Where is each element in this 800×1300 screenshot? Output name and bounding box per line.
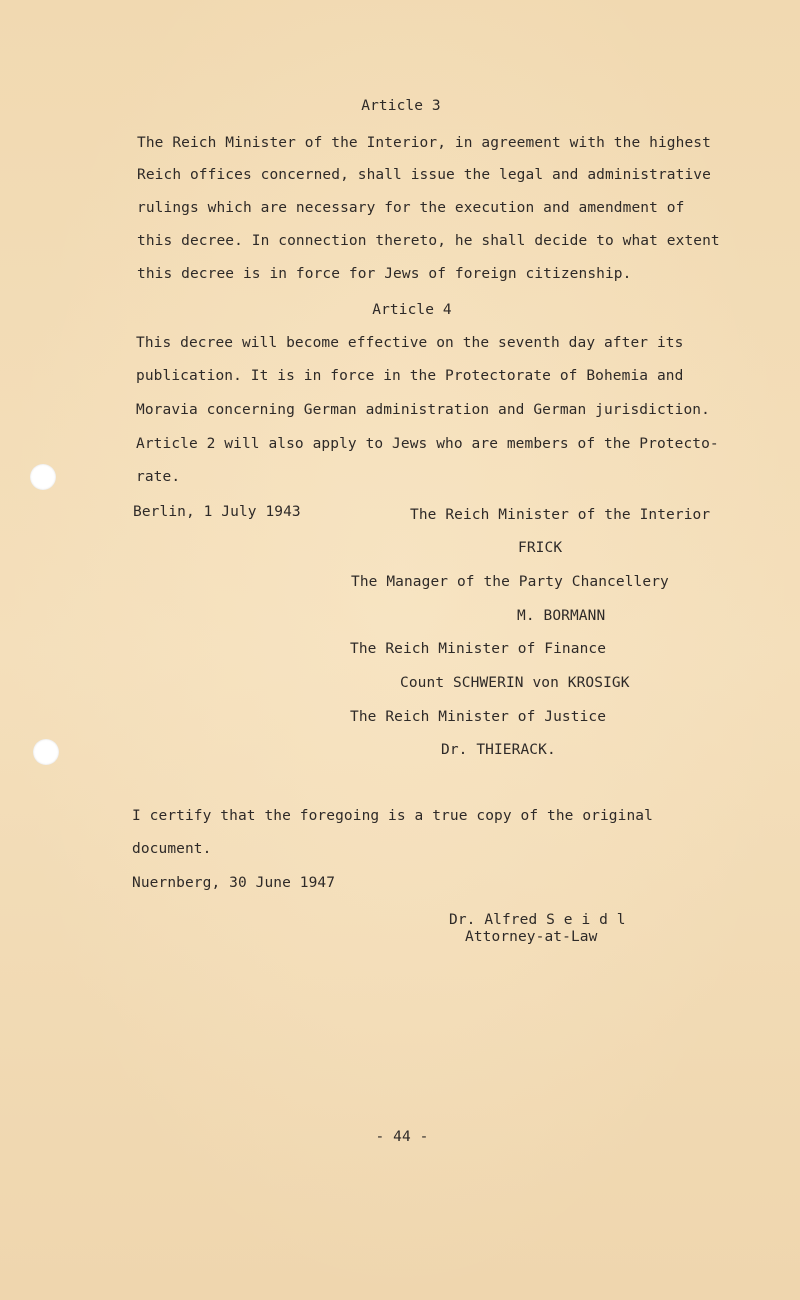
signatory-title: The Reich Minister of Finance — [350, 641, 607, 657]
article-4-line: publication. It is in force in the Protectorate of Bohemia and — [136, 368, 684, 384]
signing-place-date: Berlin, 1 July 1943 — [133, 504, 301, 520]
signatory-name: Dr. THIERACK. — [441, 742, 556, 758]
article-3-heading: Article 3 — [361, 98, 441, 114]
article-3-line: this decree is in force for Jews of foreign citizenship. — [137, 266, 632, 282]
certification-place-date: Nuernberg, 30 June 1947 — [132, 875, 336, 891]
article-3-line: this decree. In connection thereto, he shall decide to what extent — [137, 233, 720, 249]
signatory-name: Count SCHWERIN von KROSIGK — [400, 675, 630, 691]
signatory-title: The Reich Minister of the Interior — [410, 507, 711, 523]
article-4-line: rate. — [136, 469, 181, 485]
article-3-line: The Reich Minister of the Interior, in agreement with the highest — [137, 135, 711, 151]
certification-line: document. — [132, 841, 212, 857]
article-4-line: This decree will become effective on the seventh day after its — [136, 335, 684, 351]
signatory-name: FRICK — [518, 540, 563, 556]
punch-hole-top — [30, 464, 56, 490]
certification-line: I certify that the foregoing is a true copy of the original — [132, 808, 653, 824]
article-4-line: Article 2 will also apply to Jews who are members of the Protecto- — [136, 436, 719, 452]
signatory-title: The Reich Minister of Justice — [350, 709, 607, 725]
punch-hole-bottom — [33, 739, 59, 765]
article-4-line: Moravia concerning German administration and German jurisdiction. — [136, 402, 710, 418]
certifier-title: Attorney-at-Law — [465, 929, 598, 945]
signatory-name: M. BORMANN — [517, 608, 606, 624]
article-4-heading: Article 4 — [372, 302, 452, 318]
certifier-name: Dr. Alfred S e i d l — [449, 912, 626, 928]
signatory-title: The Manager of the Party Chancellery — [351, 574, 669, 590]
page-number: - 44 - — [375, 1129, 429, 1145]
article-3-line: Reich offices concerned, shall issue the legal and administrative — [137, 167, 711, 183]
article-3-line: rulings which are necessary for the execution and amendment of — [137, 200, 685, 216]
